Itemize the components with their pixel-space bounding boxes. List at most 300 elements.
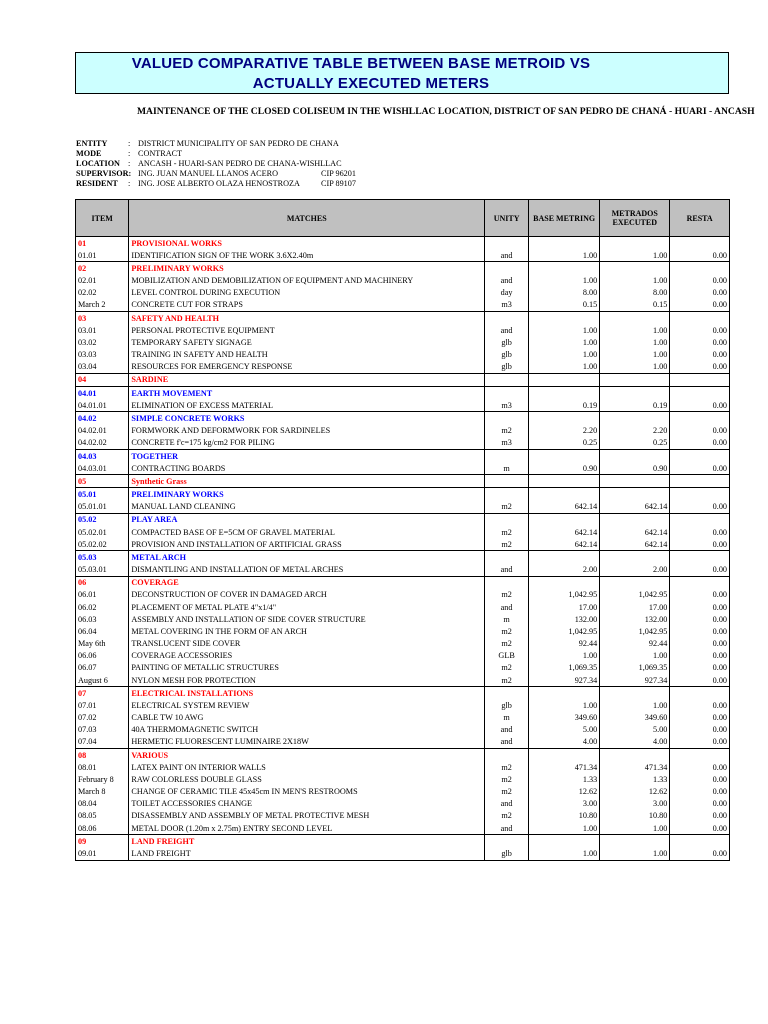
description-cell: LAND FREIGHT [129,847,485,860]
unit-cell: glb [485,847,529,860]
unit-cell [485,312,529,325]
executed-cell: 471.34 [600,761,670,773]
executed-cell [600,488,670,501]
base-metring-cell: 471.34 [529,761,600,773]
base-metring-cell: 1.00 [529,822,600,835]
item-cell: 05.03 [76,551,129,564]
table-row [76,336,730,348]
resta-cell [670,312,730,325]
base-metring-cell: 132.00 [529,613,600,625]
base-metring-cell [529,412,600,425]
executed-cell [600,449,670,462]
description-cell: RAW COLORLESS DOUBLE GLASS [129,773,485,785]
unit-cell: m2 [485,501,529,514]
base-metring-cell: 0.25 [529,437,600,450]
base-metring-cell: 0.19 [529,399,600,412]
unit-cell [485,551,529,564]
item-cell: March 8 [76,786,129,798]
unit-cell: glb [485,361,529,374]
base-metring-cell: 0.90 [529,462,600,475]
table-row [76,287,730,299]
base-metring-cell: 3.00 [529,798,600,810]
unit-cell: m2 [485,761,529,773]
item-cell: May 6th [76,638,129,650]
resta-cell [670,687,730,700]
description-cell: HERMETIC FLUORESCENT LUMINAIRE 2X18W [129,736,485,749]
base-metring-cell [529,312,600,325]
info-colon: : [128,159,131,168]
executed-cell [600,237,670,250]
unit-cell [485,262,529,275]
section-row [76,835,730,848]
item-cell: February 8 [76,773,129,785]
item-cell: 08.01 [76,761,129,773]
description-cell: VARIOUS [129,749,485,762]
item-cell: 02.01 [76,275,129,287]
resta-cell: 0.00 [670,810,730,822]
resta-cell [670,262,730,275]
table-row [76,699,730,711]
table-row [76,601,730,613]
info-label: ENTITY [76,139,108,148]
item-cell: 04 [76,373,129,386]
executed-cell [600,312,670,325]
table-row [76,399,730,412]
description-cell: PRELIMINARY WORKS [129,488,485,501]
table-row [76,299,730,312]
resta-cell: 0.00 [670,349,730,361]
resta-cell: 0.00 [670,299,730,312]
resta-cell [670,237,730,250]
resta-cell: 0.00 [670,724,730,736]
item-cell: 02 [76,262,129,275]
unit-cell [485,835,529,848]
unit-cell: and [485,275,529,287]
item-cell: 04.02 [76,412,129,425]
description-cell: PLAY AREA [129,513,485,526]
item-cell: 03.01 [76,324,129,336]
table-row [76,674,730,687]
description-cell: LEVEL CONTROL DURING EXECUTION [129,287,485,299]
unit-cell: m2 [485,662,529,674]
base-metring-cell: 1.00 [529,699,600,711]
base-metring-cell: 1.00 [529,349,600,361]
base-metring-cell [529,835,600,848]
item-cell: 05.01.01 [76,501,129,514]
table-row [76,822,730,835]
item-cell: 08.05 [76,810,129,822]
table-row [76,249,730,262]
resta-cell: 0.00 [670,437,730,450]
description-cell: NYLON MESH FOR PROTECTION [129,674,485,687]
item-cell: 08 [76,749,129,762]
item-cell: 06.07 [76,662,129,674]
executed-cell [600,835,670,848]
unit-cell: m2 [485,538,529,551]
executed-cell: 1.00 [600,822,670,835]
item-cell: 04.03 [76,449,129,462]
resta-cell [670,387,730,400]
table-row [76,773,730,785]
section-row [76,373,730,386]
executed-cell [600,749,670,762]
description-cell: RESOURCES FOR EMERGENCY RESPONSE [129,361,485,374]
executed-cell [600,576,670,589]
description-cell: CABLE TW 10 AWG [129,712,485,724]
table-row [76,638,730,650]
item-cell: 06.03 [76,613,129,625]
base-metring-cell: 1.00 [529,361,600,374]
header-resta: RESTA [670,200,730,237]
comparison-table [75,199,730,861]
description-cell: TOGETHER [129,449,485,462]
unit-cell [485,513,529,526]
base-metring-cell [529,373,600,386]
executed-cell: 12.62 [600,786,670,798]
base-metring-cell [529,488,600,501]
base-metring-cell [529,513,600,526]
description-cell: TOILET ACCESSORIES CHANGE [129,798,485,810]
header-unity: UNITY [485,200,529,237]
base-metring-cell: 1.00 [529,847,600,860]
header-metrados-executed [600,200,670,237]
base-metring-cell: 2.20 [529,425,600,437]
unit-cell: m2 [485,625,529,637]
executed-cell: 132.00 [600,613,670,625]
item-cell: 05.02.01 [76,526,129,538]
unit-cell [485,387,529,400]
executed-cell: 4.00 [600,736,670,749]
executed-cell: 1.33 [600,773,670,785]
info-value: ING. JUAN MANUEL LLANOS ACERO [138,169,279,178]
resta-cell: 0.00 [670,662,730,674]
section-row [76,262,730,275]
executed-cell: 1,069.35 [600,662,670,674]
base-metring-cell [529,749,600,762]
base-metring-cell: 927.34 [529,674,600,687]
executed-cell: 1.00 [600,324,670,336]
description-cell: EARTH MOVEMENT [129,387,485,400]
base-metring-cell: 1.00 [529,336,600,348]
executed-cell [600,687,670,700]
item-cell: 05.03.01 [76,563,129,576]
resta-cell: 0.00 [670,699,730,711]
resta-cell: 0.00 [670,249,730,262]
executed-cell: 2.20 [600,425,670,437]
base-metring-cell: 2.00 [529,563,600,576]
base-metring-cell: 642.14 [529,538,600,551]
unit-cell: and [485,736,529,749]
table-row [76,712,730,724]
table-row [76,662,730,674]
item-cell: 07.03 [76,724,129,736]
description-cell: FORMWORK AND DEFORMWORK FOR SARDINELES [129,425,485,437]
subsection-row [76,513,730,526]
info-cip: CIP 96201 [321,169,356,178]
base-metring-cell: 1,042.95 [529,625,600,637]
table-row [76,538,730,551]
description-cell: ELIMINATION OF EXCESS MATERIAL [129,399,485,412]
base-metring-cell: 0.15 [529,299,600,312]
description-cell: SARDINE [129,373,485,386]
unit-cell: day [485,287,529,299]
executed-cell [600,373,670,386]
item-cell: 05.01 [76,488,129,501]
unit-cell: m3 [485,399,529,412]
item-cell: 02.02 [76,287,129,299]
executed-cell: 1.00 [600,349,670,361]
resta-cell: 0.00 [670,638,730,650]
base-metring-cell: 642.14 [529,501,600,514]
description-cell: PLACEMENT OF METAL PLATE 4"x1/4" [129,601,485,613]
section-row [76,312,730,325]
table-header-row [76,200,730,237]
base-metring-cell: 92.44 [529,638,600,650]
resta-cell: 0.00 [670,736,730,749]
table-row [76,324,730,336]
unit-cell: m2 [485,674,529,687]
executed-cell: 1.00 [600,249,670,262]
resta-cell: 0.00 [670,324,730,336]
item-cell: 08.04 [76,798,129,810]
table-row [76,810,730,822]
base-metring-cell: 1.33 [529,773,600,785]
base-metring-cell: 1,069.35 [529,662,600,674]
unit-cell [485,237,529,250]
subsection-row [76,449,730,462]
resta-cell [670,412,730,425]
executed-cell: 3.00 [600,798,670,810]
base-metring-cell [529,551,600,564]
title-line-1: VALUED COMPARATIVE TABLE BETWEEN BASE METROID VS [131,55,591,72]
resta-cell: 0.00 [670,526,730,538]
executed-cell: 0.19 [600,399,670,412]
description-cell: COVERAGE [129,576,485,589]
base-metring-cell: 642.14 [529,526,600,538]
resta-cell [670,488,730,501]
executed-cell: 92.44 [600,638,670,650]
item-cell: 01 [76,237,129,250]
executed-cell: 1.00 [600,699,670,711]
executed-cell: 927.34 [600,674,670,687]
resta-cell: 0.00 [670,625,730,637]
item-cell: 03.04 [76,361,129,374]
item-cell: August 6 [76,674,129,687]
description-cell: SAFETY AND HEALTH [129,312,485,325]
table-row [76,761,730,773]
executed-cell [600,387,670,400]
description-cell: MANUAL LAND CLEANING [129,501,485,514]
info-value: CONTRACT [138,149,183,158]
unit-cell: and [485,822,529,835]
section-row [76,475,730,488]
resta-cell: 0.00 [670,650,730,662]
unit-cell: m [485,462,529,475]
unit-cell: glb [485,349,529,361]
resta-cell [670,449,730,462]
unit-cell: m [485,712,529,724]
resta-cell: 0.00 [670,589,730,601]
unit-cell: m2 [485,526,529,538]
executed-cell: 642.14 [600,501,670,514]
executed-cell: 1.00 [600,650,670,662]
resta-cell [670,551,730,564]
item-cell: 05.02 [76,513,129,526]
resta-cell: 0.00 [670,538,730,551]
item-cell: 06.01 [76,589,129,601]
item-cell: 04.02.01 [76,425,129,437]
item-cell: 09 [76,835,129,848]
info-colon: : [128,179,131,188]
resta-cell: 0.00 [670,501,730,514]
resta-cell [670,576,730,589]
unit-cell: and [485,324,529,336]
description-cell: Synthetic Grass [129,475,485,488]
subsection-row [76,551,730,564]
resta-cell: 0.00 [670,287,730,299]
base-metring-cell [529,387,600,400]
unit-cell: m2 [485,786,529,798]
subsection-row [76,412,730,425]
base-metring-cell: 1.00 [529,650,600,662]
title-line-2: ACTUALLY EXECUTED METERS [252,75,490,92]
executed-cell: 1.00 [600,336,670,348]
description-cell: LAND FREIGHT [129,835,485,848]
table-row [76,613,730,625]
executed-cell: 1,042.95 [600,589,670,601]
resta-cell [670,475,730,488]
unit-cell: m3 [485,299,529,312]
executed-cell: 1.00 [600,361,670,374]
executed-cell: 0.90 [600,462,670,475]
section-row [76,749,730,762]
subsection-row [76,488,730,501]
base-metring-cell [529,237,600,250]
base-metring-cell [529,687,600,700]
unit-cell [485,412,529,425]
table-row [76,563,730,576]
table-row [76,589,730,601]
table-row [76,437,730,450]
executed-cell: 642.14 [600,538,670,551]
unit-cell: m3 [485,437,529,450]
base-metring-cell: 349.60 [529,712,600,724]
item-cell: 07 [76,687,129,700]
header-base-metring: BASE METRING [529,200,600,237]
description-cell: SIMPLE CONCRETE WORKS [129,412,485,425]
base-metring-cell [529,449,600,462]
resta-cell: 0.00 [670,361,730,374]
executed-cell: 1,042.95 [600,625,670,637]
executed-cell: 5.00 [600,724,670,736]
description-cell: TEMPORARY SAFETY SIGNAGE [129,336,485,348]
executed-cell [600,475,670,488]
description-cell: 40A THERMOMAGNETIC SWITCH [129,724,485,736]
unit-cell [485,488,529,501]
description-cell: PRELIMINARY WORKS [129,262,485,275]
description-cell: LATEX PAINT ON INTERIOR WALLS [129,761,485,773]
unit-cell: and [485,724,529,736]
unit-cell [485,373,529,386]
item-cell: 06.04 [76,625,129,637]
description-cell: MOBILIZATION AND DEMOBILIZATION OF EQUIPMENT AND MACHINERY [129,275,485,287]
unit-cell: m2 [485,810,529,822]
executed-cell: 8.00 [600,287,670,299]
item-cell: 06 [76,576,129,589]
unit-cell: glb [485,336,529,348]
info-label: SUPERVISOR: [76,169,132,178]
executed-cell: 0.25 [600,437,670,450]
description-cell: TRANSLUCENT SIDE COVER [129,638,485,650]
executed-cell: 2.00 [600,563,670,576]
table-row [76,724,730,736]
unit-cell: glb [485,699,529,711]
resta-cell: 0.00 [670,425,730,437]
base-metring-cell: 12.62 [529,786,600,798]
info-label: RESIDENT [76,179,118,188]
resta-cell: 0.00 [670,822,730,835]
resta-cell: 0.00 [670,462,730,475]
item-cell: 07.01 [76,699,129,711]
unit-cell: m2 [485,638,529,650]
description-cell: CONCRETE f'c=175 kg/cm2 FOR PILING [129,437,485,450]
item-cell: 07.04 [76,736,129,749]
base-metring-cell: 1.00 [529,249,600,262]
description-cell: PAINTING OF METALLIC STRUCTURES [129,662,485,674]
resta-cell: 0.00 [670,847,730,860]
executed-cell: 0.15 [600,299,670,312]
unit-cell [485,449,529,462]
executed-cell: 1.00 [600,847,670,860]
table-row [76,847,730,860]
section-row [76,576,730,589]
description-cell: ASSEMBLY AND INSTALLATION OF SIDE COVER STRUCTURE [129,613,485,625]
resta-cell [670,749,730,762]
table-body [76,237,730,861]
info-colon: : [128,139,131,148]
resta-cell: 0.00 [670,336,730,348]
description-cell: METAL COVERING IN THE FORM OF AN ARCH [129,625,485,637]
item-cell: 04.03.01 [76,462,129,475]
resta-cell: 0.00 [670,761,730,773]
executed-cell [600,412,670,425]
header-executed-line2: EXECUTED [612,218,657,227]
description-cell: ELECTRICAL INSTALLATIONS [129,687,485,700]
resta-cell: 0.00 [670,786,730,798]
table-row [76,349,730,361]
table-row [76,798,730,810]
table-row [76,650,730,662]
info-cip: CIP 89107 [321,179,356,188]
executed-cell: 349.60 [600,712,670,724]
base-metring-cell [529,262,600,275]
base-metring-cell: 4.00 [529,736,600,749]
description-cell: DISASSEMBLY AND ASSEMBLY OF METAL PROTECTIVE MESH [129,810,485,822]
item-cell: 03.02 [76,336,129,348]
section-row [76,237,730,250]
item-cell: 05 [76,475,129,488]
description-cell: CHANGE OF CERAMIC TILE 45x45cm IN MEN'S RESTROOMS [129,786,485,798]
base-metring-cell: 8.00 [529,287,600,299]
project-subtitle: MAINTENANCE OF THE CLOSED COLISEUM IN THE WISHLLAC LOCATION, DISTRICT OF SAN PEDRO DE CHANÁ - HUARI - ANCASH [137,106,755,117]
unit-cell: m2 [485,773,529,785]
unit-cell: and [485,563,529,576]
resta-cell: 0.00 [670,399,730,412]
executed-cell: 17.00 [600,601,670,613]
description-cell: PROVISIONAL WORKS [129,237,485,250]
title-box [75,52,729,94]
item-cell: 09.01 [76,847,129,860]
